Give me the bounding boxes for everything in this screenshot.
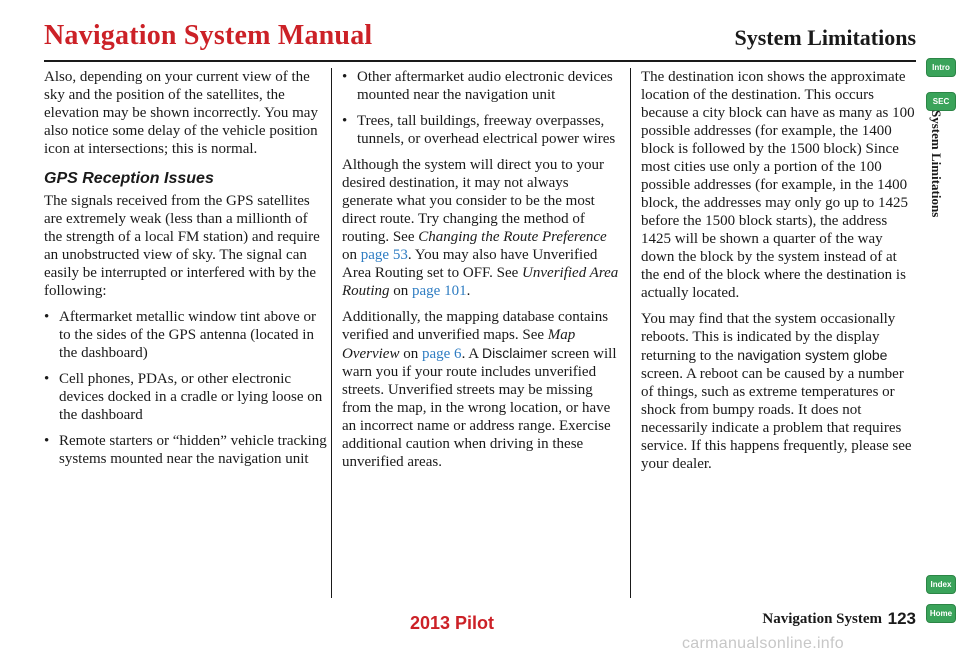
model-watermark: 2013 Pilot: [410, 613, 495, 633]
destination-icon-paragraph: The destination icon shows the approximate location of the destination. This occurs because a city block can have as many as 100 possible addresses (for example, the 1400 block is followed by the 1500 block) Since most cities use only a portion of the 100 possible addresses (for example, in the 1400 block, the addresses may only go up to 1425 before the 1500 block starts), the address 1425 will be shown a quarter of the way down the block by the system instead of at the end of the block where the destination is actually located.: [641, 69, 915, 301]
changing-route-preference-ref: Changing the Route Preference: [418, 229, 607, 245]
section-tab[interactable]: SEC: [926, 92, 956, 111]
gps-body-paragraph: The signals received from the GPS satellites are extremely weak (less than a millionth of the strength of a local FM station) and require an unobstructed view of sky. The signal can easily be interrupted or interfered with by the following:: [44, 193, 320, 299]
intro-paragraph: Also, depending on your current view of the sky and the position of the satellites, the elevation may be shown incorrectly. You may also notice some delay of the vehicle position icon at intersections; this is normal.: [44, 69, 318, 157]
intro-tab[interactable]: Intro: [926, 58, 956, 77]
site-watermark: carmanualsonline.info: [682, 635, 844, 652]
unverified-area-routing-ref: Unverified Area Routing: [342, 265, 619, 299]
column-3: [641, 68, 916, 481]
interference-list-continued: [342, 68, 622, 148]
list-item: • Trees, tall buildings, freeway overpasses, tunnels, or overhead electrical power wires: [342, 113, 616, 147]
navigation-system-globe-name: navigation system globe: [737, 347, 888, 363]
home-tab[interactable]: Home: [926, 604, 956, 623]
reboot-paragraph: You may find that the system occasionally reboots. This is indicated by the display returning to the navigation system globe screen. A reboot can be caused by a number of things, such as extreme temperatures or shock from bumpy roads. It does not necessarily indicate a problem that requires service. If this happens frequently, please see your dealer.: [641, 311, 912, 472]
map-overview-ref: Map Overview: [342, 327, 576, 362]
column-2: [342, 68, 622, 479]
page-53-link[interactable]: page 53: [360, 247, 408, 263]
mapping-database-paragraph: Additionally, the mapping database contains verified and unverified maps. See Map Overview on page 6. A Disclaimer screen will warn you if your route includes unverified streets. Unverified streets may be missing from the map, in the wrong location, or have an incorrect name or address range. Exercise additional caution when driving in these unverified areas.: [342, 309, 617, 470]
manual-title: Navigation System Manual: [44, 20, 373, 51]
list-item: • Other aftermarket audio electronic devices mounted near the navigation unit: [342, 69, 613, 103]
column-divider: [630, 68, 631, 598]
index-tab[interactable]: Index: [926, 575, 956, 594]
section-title: System Limitations: [734, 25, 916, 50]
disclaimer-screen-name: Disclaimer: [482, 345, 548, 361]
page-number: 123: [887, 609, 916, 628]
routing-paragraph: Although the system will direct you to your desired destination, it may not always generate what you consider to be the most direct route. Try changing the method of routing. See Changing the Route Preference on page 53. You may also have Unverified Area Routing set to OFF. See Unverified Area Routing on page 101.: [342, 157, 619, 299]
column-1: [44, 68, 328, 476]
header-rule: [44, 60, 916, 62]
interference-list: [44, 308, 328, 468]
list-item: • Remote starters or “hidden” vehicle tracking systems mounted near the navigation unit: [44, 433, 327, 467]
vertical-section-label: System Limitations: [929, 110, 944, 218]
list-item: • Aftermarket metallic window tint above or to the sides of the GPS antenna (located in the dashboard): [44, 309, 316, 361]
gps-reception-heading: GPS Reception Issues: [44, 170, 214, 187]
page-6-link[interactable]: page 6: [421, 346, 462, 362]
footer-label: Navigation System: [762, 611, 882, 627]
page-101-link[interactable]: page 101: [412, 283, 467, 299]
column-divider: [331, 68, 332, 598]
list-item: • Cell phones, PDAs, or other electronic devices docked in a cradle or lying loose on the dashboard: [44, 371, 323, 423]
